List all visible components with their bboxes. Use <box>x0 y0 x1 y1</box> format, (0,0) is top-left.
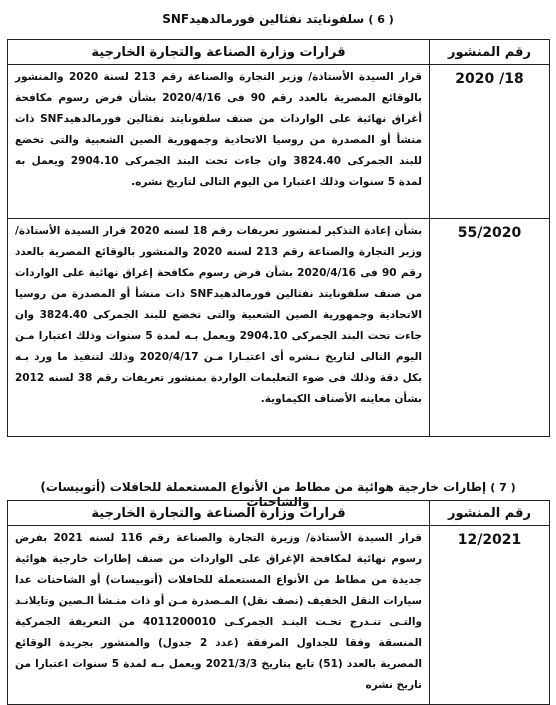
table-header-row <box>8 501 550 526</box>
header-ministry-decisions: قرارات وزارة الصناعة والتجارة الخارجية <box>8 501 430 526</box>
decision-text: قرار السيدة الأستاذة/ وزيرة التجارة والصناعة رقم 116 لسنه 2021 بفرض رسوم نهائية لمكافحة الإغراق على الواردات من صنف إطارات خارجية هوائية جديدة من مطاط من الأنواع المستعملة للحافلات (أتوبيسات) أو الشاحنات عدا سيارات النقل الخفيف (نصف نقل) المـصدرة مـن أو ذات منـشأ الـصين وتايلانـد والتـى تنـدرج تحـت البنـد الجمركـى 4011200010 من التعريفة الجمركية المنسقة وفقا للجداول المرفقة (عدد 2 جدول) والمنشور بجريدة الوقائع المصرية بالعدد (51) تابع بتاريخ 2021/3/3 ويعمل بـه لمدة 5 سنوات اعتبارا من تاريخ نشره <box>8 526 430 705</box>
publication-number: 55/2020 <box>430 219 550 437</box>
table-row <box>8 219 550 437</box>
section-6-title-text: سلفونايتد نفثالين فورمالدهيدSNF <box>162 12 365 26</box>
table-row <box>8 65 550 219</box>
section-6-table <box>7 39 550 437</box>
header-publication-number: رقم المنشور <box>430 501 550 526</box>
publication-number: 18/ 2020 <box>430 65 550 219</box>
table-header-row <box>8 40 550 65</box>
section-6-number: ( 6 ) <box>368 13 394 26</box>
header-ministry-decisions: قرارات وزارة الصناعة والتجارة الخارجية <box>8 40 430 65</box>
decision-text: قرار السيدة الأستاذة/ وزير التجارة والصناعة رقم 213 لسنة 2020 والمنشور بالوقائع المصرية بالعدد رقم 90 فى 2020/4/16 بشأن فرض رسوم مكافحة أغراق نهائية على الواردات من صنف سلفونايتد نفثالين فورمالدهيدSNF ذات منشأ أو المصدرة من روسيا الاتحادية وجمهورية الصين الشعبية والتى تخضع للبند الجمركى 3824.40 وان جاءت تحت البند الجمركى 2904.10 ويعمل به لمدة 5 سنوات وذلك اعتبارا من اليوم التالى لتاريخ نشره. <box>8 65 430 219</box>
section-6-title <box>10 12 546 27</box>
publication-number: 12/2021 <box>430 526 550 705</box>
section-7-title-text: إطارات خارجية هوائية من مطاط من الأنواع المستعملة للحافلات (أتوبيسات) والشاحنات <box>40 480 487 509</box>
decision-text: بشأن إعادة التذكير لمنشور تعريفات رقم 18 لسنه 2020 قرار السيدة الأستاذة/ وزير التجارة والصناعة رقم 213 لسنه 2020 والمنشور بالوقائع المصرية بالعدد رقم 90 فى 2020/4/16 بشأن فرض رسوم مكافحة إغراق نهائية على الواردات من صنف سلفونايتد نفثالين فورمالدهيدSNF ذات منشأ أو المصدرة من روسيا الاتحادية وجمهورية الصين الشعبية والتى تخضع للبند الجمركى 3824.40 وان جاءت تحت البند الجمركى 2904.10 ويعمل بـه لمدة 5 سنوات وذلك اعتبارا مـن اليوم التالى لتاريخ نـشره أى اعتبـارا مـن 2020/4/17 وذلك لتنفيذ ما ورد بـه بكل دقة وذلك فى ضوء التعليمات الواردة بمنشور تعريفات رقم 38 لسنه 2012 بشأن معاينه الأصناف الكيماوية. <box>8 219 430 437</box>
section-7-table <box>7 500 550 705</box>
header-publication-number: رقم المنشور <box>430 40 550 65</box>
section-7-number: ( 7 ) <box>490 481 516 494</box>
table-row <box>8 526 550 705</box>
